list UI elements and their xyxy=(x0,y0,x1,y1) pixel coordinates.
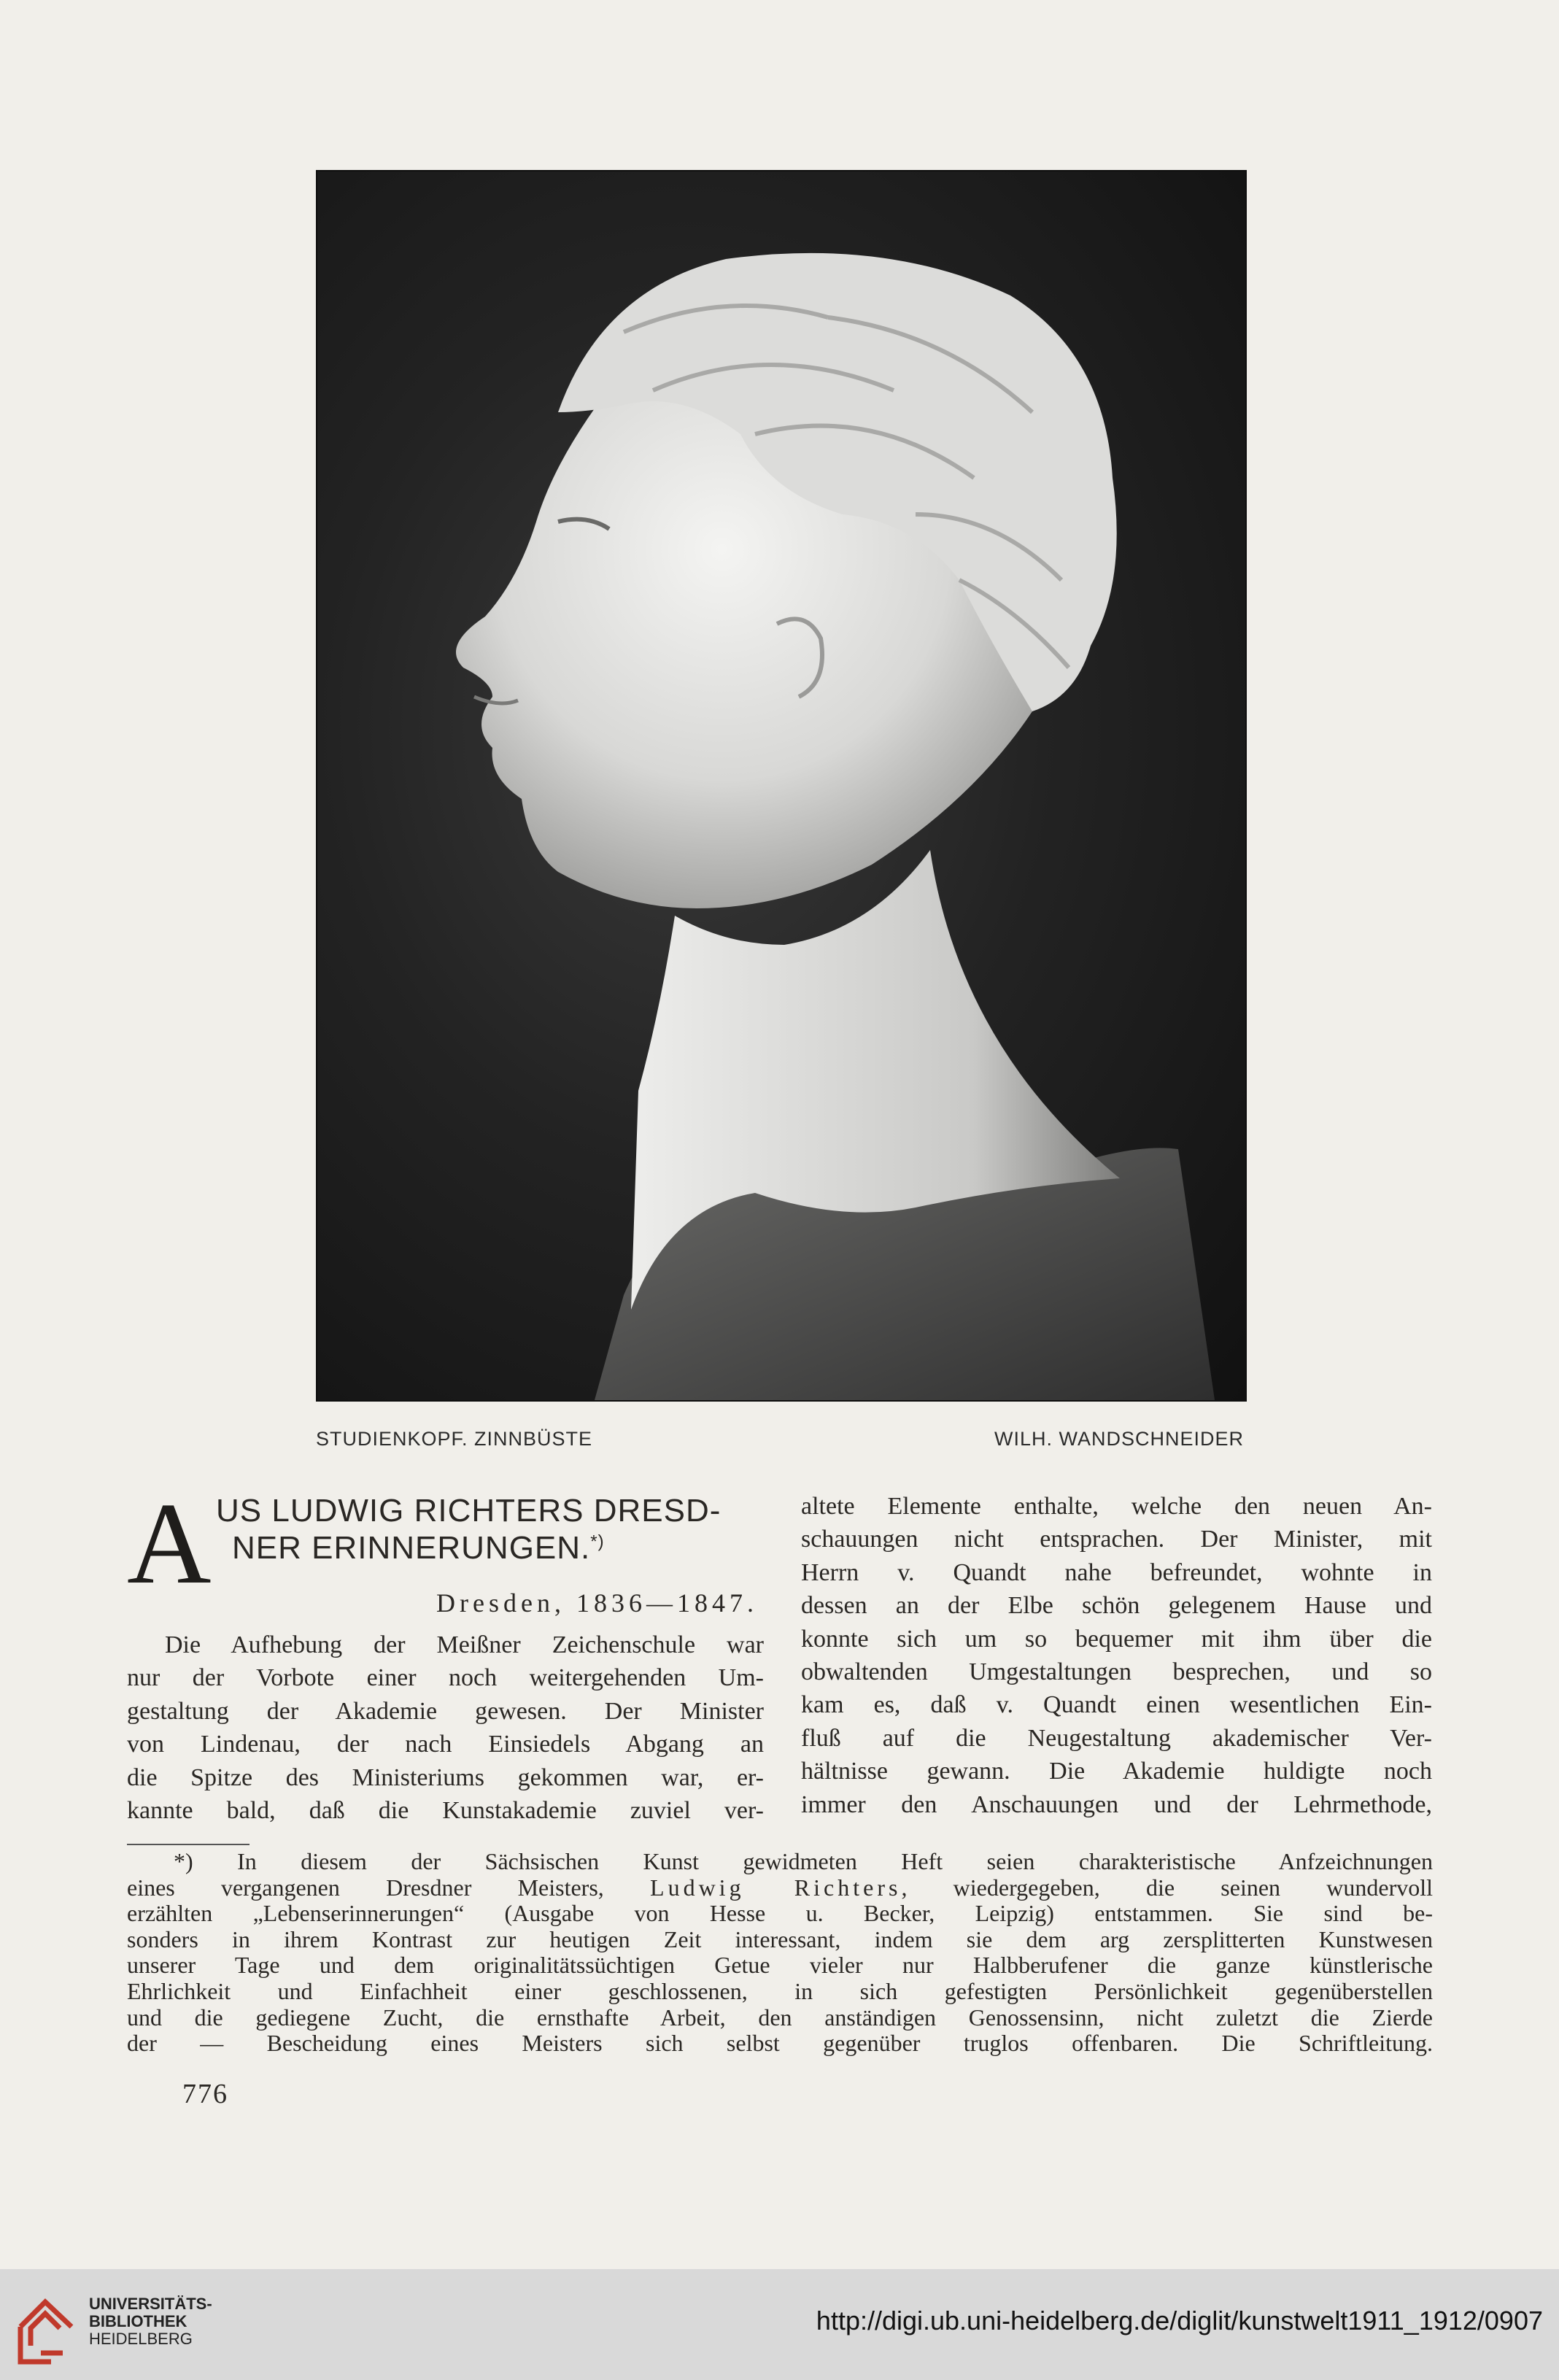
text-line: von Lindenau, der nach Einsiedels Abgang an xyxy=(127,1731,764,1758)
left-column xyxy=(127,1628,764,1827)
footnote-line: erzählten „Lebenserinnerungen“ (Ausgabe von Hesse u. Becker, Leipzig) entstammen. Sie sind be- xyxy=(127,1900,1433,1927)
library-name-line: BIBLIOTHEK xyxy=(89,2312,187,2330)
text-line: konnte sich um so bequemer mit ihm über die xyxy=(801,1625,1432,1653)
bust-photograph xyxy=(316,170,1247,1402)
footnote-text: , wiedergegeben, die seinen wundervoll xyxy=(901,1874,1434,1901)
page-number: 776 xyxy=(182,2079,228,2109)
text-line: kannte bald, daß die Kunstakademie zuviel ver- xyxy=(127,1797,764,1825)
library-name-line: UNIVERSITÄTS- xyxy=(89,2295,212,2313)
footnote-text: eines vergangenen Dresdner Meisters, xyxy=(127,1874,651,1901)
text-line: immer den Anschauungen und der Lehrmethode, xyxy=(801,1790,1432,1818)
image-caption-title: STUDIENKOPF. ZINNBÜSTE xyxy=(316,1428,593,1450)
image-caption-artist: WILH. WANDSCHNEIDER xyxy=(994,1428,1244,1450)
dateline: Dresden, 1836—1847. xyxy=(436,1588,758,1618)
footnote-line xyxy=(127,1875,1433,1901)
footnote-author-name: Ludwig Richters xyxy=(650,1874,902,1901)
footnote-line: *) In diesem der Sächsischen Kunst gewidmeten Heft seien charakteristische Anfzeichnungen xyxy=(174,1848,1433,1874)
footnote-line: sonders in ihrem Kontrast zur heutigen Zeit interessant, indem sie dem arg zersplitterten Kunstwesen xyxy=(127,1925,1433,1952)
text-line: Herrn v. Quandt nahe befreundet, wohnte in xyxy=(801,1558,1432,1586)
footnote-marker: *) xyxy=(590,1531,605,1552)
article-title-line-1: US LUDWIG RICHTERS DRESD- xyxy=(216,1493,722,1529)
text-line: obwaltenden Umgestaltungen besprechen, und so xyxy=(801,1658,1432,1686)
text-line: hältnisse gewann. Die Akademie huldigte noch xyxy=(801,1758,1432,1785)
article-title-text: NER ERINNERUNGEN. xyxy=(232,1530,591,1566)
footnote-line: Ehrlichkeit und Einfachheit einer geschlossenen, in sich gefestigten Persönlichkeit gegenüberstellen xyxy=(127,1977,1433,2004)
text-line: gestaltung der Akademie gewesen. Der Minister xyxy=(127,1697,764,1725)
library-footer xyxy=(0,2269,1559,2380)
text-line: nur der Vorbote einer noch weitergehenden Um- xyxy=(127,1664,764,1692)
library-name-line: HEIDELBERG xyxy=(89,2330,193,2348)
text-line: fluß auf die Neugestaltung akademischer Ver- xyxy=(801,1724,1432,1752)
text-line: schauungen nicht entsprachen. Der Minister, mit xyxy=(801,1526,1432,1553)
text-line: die Spitze des Ministeriums gekommen war, er- xyxy=(127,1763,764,1791)
footnote-line: unserer Tage und dem originalitätssüchtigen Getue vieler nur Halbberufener die ganze künstlerische xyxy=(127,1952,1433,1979)
right-column xyxy=(801,1490,1432,1821)
footnote-line: und die gediegene Zucht, die ernsthafte Arbeit, den anständigen Genossensinn, nicht zuletzt die Zierde xyxy=(127,2004,1433,2031)
text-line: dessen an der Elbe schön gelegenem Hause und xyxy=(801,1592,1432,1620)
source-url[interactable]: http://digi.ub.uni-heidelberg.de/diglit/kunstwelt1911_1912/0907 xyxy=(816,2306,1543,2335)
text-line: kam es, daß v. Quandt einen wesentlichen Ein- xyxy=(801,1691,1432,1719)
article-title-line-2 xyxy=(232,1530,605,1566)
text-line: Die Aufhebung der Meißner Zeichenschule war xyxy=(165,1631,764,1658)
text-line: altete Elemente enthalte, welche den neuen An- xyxy=(801,1493,1432,1520)
library-logo-icon xyxy=(15,2283,77,2368)
bust-illustration xyxy=(317,171,1245,1400)
library-name xyxy=(89,2295,212,2348)
drop-cap: A xyxy=(127,1478,212,1608)
footnote-line: der — Bescheidung eines Meisters sich selbst gegenüber truglos offenbaren. Die Schriftleitung. xyxy=(127,2030,1433,2057)
footnote xyxy=(127,1849,1433,2057)
footnote-rule xyxy=(127,1844,249,1845)
